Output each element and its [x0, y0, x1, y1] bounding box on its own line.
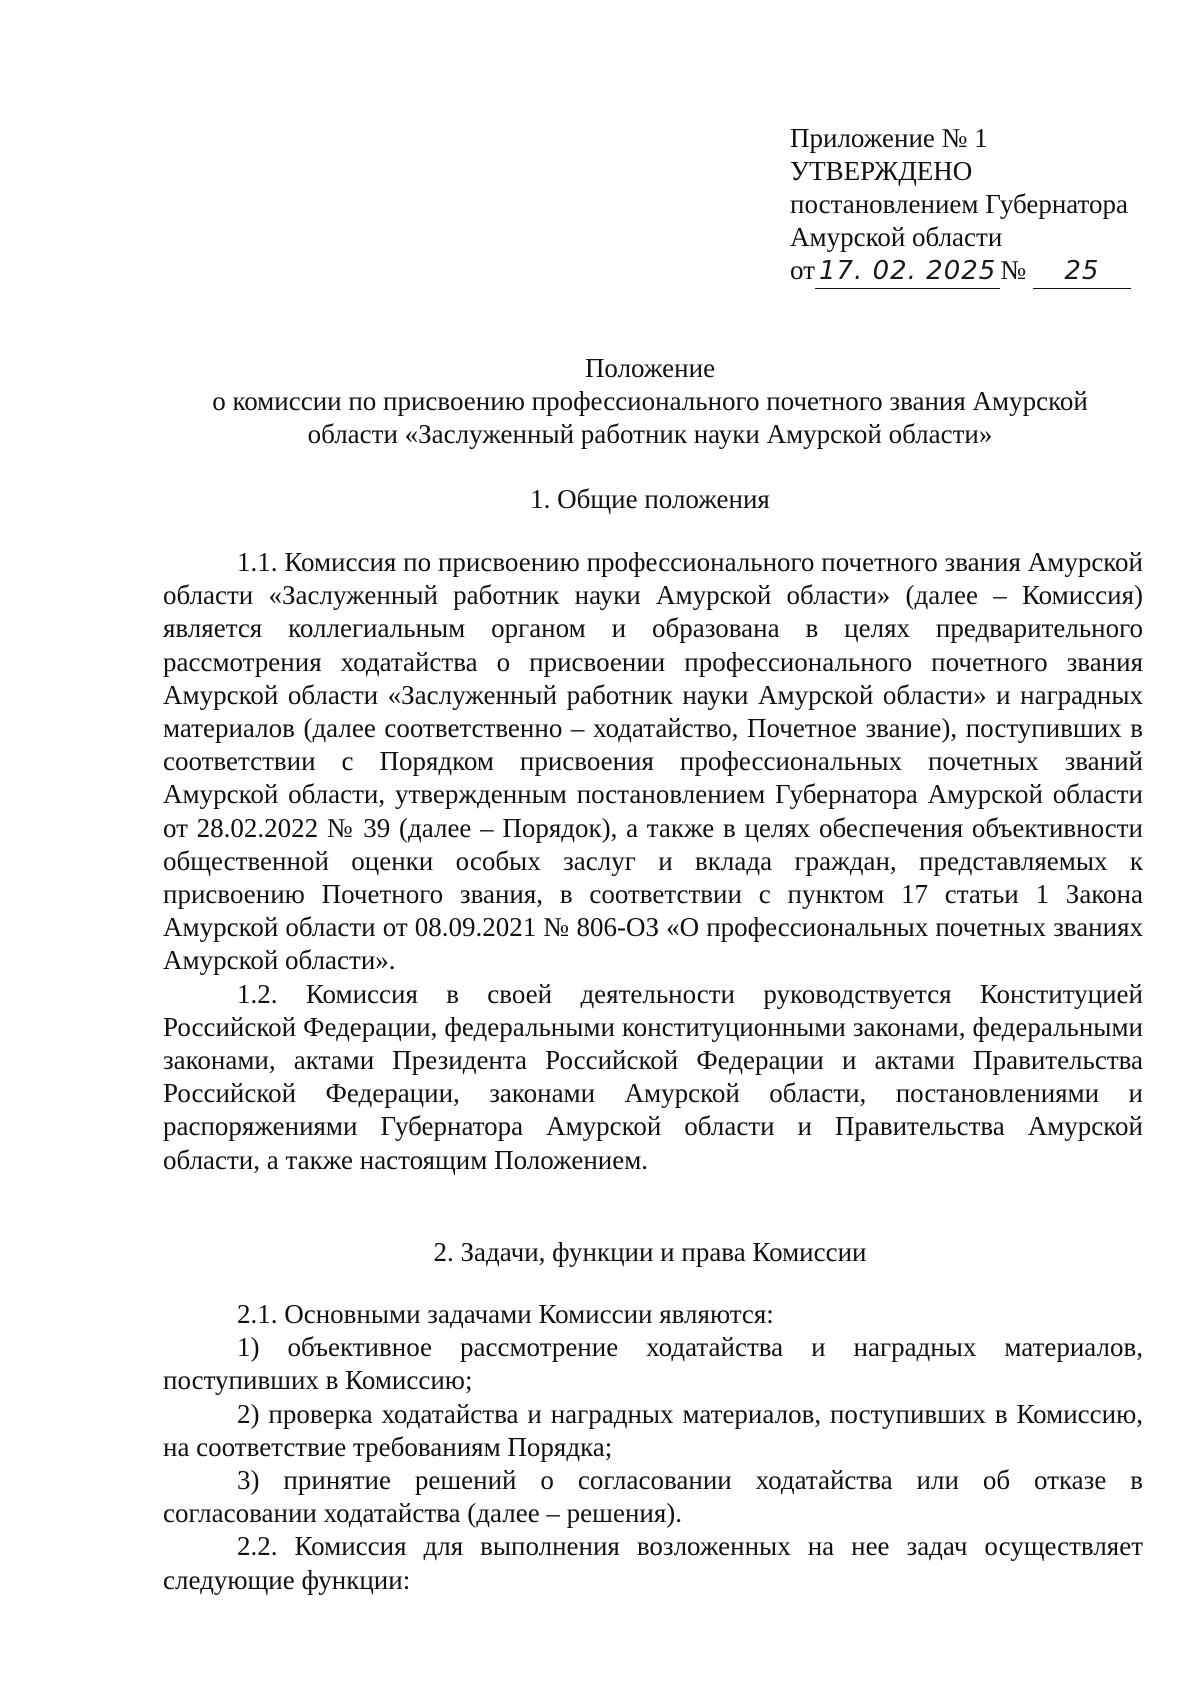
approved-by-label: постановлением Губернатора	[790, 189, 1128, 219]
list-item-3: 3) принятие решений о согласовании ходатайства или об отказе в согласовании ходатайства (далее – решения).	[163, 1465, 1143, 1529]
date-prefix: от	[790, 255, 815, 285]
title-line-3: области «Заслуженный работник науки Амурской области»	[307, 419, 993, 449]
paragraph-1-1: 1.1. Комиссия по присвоению профессионального почетного звания Амурской области «Заслуженный работник науки Амурской области» (далее – Комиссия) является коллегиальным органом и образована в целях предварительного рассмотрения ходатайства о присвоении профессионального почетного звания Амурской области «Заслуженный работник науки Амурской области» и наградных материалов (далее соответственно – ходатайство, Почетное звание), поступивших в соответствии с Порядком присвоения профессиональных почетных званий Амурской области, утвержденным постановлением Губернатора Амурской области от 28.02.2022 № 39 (далее – Порядок), а также в целях обеспечения объективности общественной оценки особых заслуг и вклада граждан, представляемых к присвоению Почетного звания, в соответствии с пунктом 17 статьи 1 Закона Амурской области от 08.09.2021 № 806-ОЗ «О профессиональных почетных званиях Амурской области».	[163, 547, 1143, 976]
document-title	[160, 352, 1140, 451]
region-label: Амурской области	[790, 222, 1003, 252]
number-sign: №	[1000, 255, 1027, 285]
list-item-2: 2) проверка ходатайства и наградных материалов, поступивших в Комиссию, на соответствие требованиям Порядка;	[163, 1398, 1143, 1462]
list-item-1: 1) объективное рассмотрение ходатайства и наградных материалов, поступивших в Комиссию;	[163, 1332, 1143, 1396]
section-2-heading: 2. Задачи, функции и права Комиссии	[433, 1237, 867, 1267]
section-2-body	[163, 1298, 1143, 1597]
appendix-label: Приложение № 1	[790, 123, 988, 153]
section-1-heading: 1. Общие положения	[530, 484, 770, 514]
paragraph-2-2: 2.2. Комиссия для выполнения возложенных на нее задач осуществляет следующие функции:	[163, 1531, 1143, 1595]
title-line-1: Положение	[584, 353, 716, 383]
paragraph-1-2: 1.2. Комиссия в своей деятельности руководствуется Конституцией Российской Федерации, федеральными конституционными законами, федеральными законами, актами Президента Российской Федерации и актами Правительства Российской Федерации, законами Амурской области, постановлениями и распоряжениями Губернатора Амурской области и Правительства Амурской области, а также настоящим Положением.	[163, 978, 1143, 1175]
approval-block	[790, 122, 1170, 289]
paragraph-2-1: 2.1. Основными задачами Комиссии являются:	[237, 1299, 774, 1329]
title-line-2: о комиссии по присвоению профессионального почетного звания Амурской	[212, 386, 1088, 416]
handwritten-date: 17. 02. 2025	[815, 255, 1000, 289]
approval-date-line	[790, 254, 1170, 289]
handwritten-number: 25	[1033, 255, 1131, 289]
approved-label: УТВЕРЖДЕНО	[790, 156, 973, 186]
section-1-body	[163, 546, 1143, 1177]
